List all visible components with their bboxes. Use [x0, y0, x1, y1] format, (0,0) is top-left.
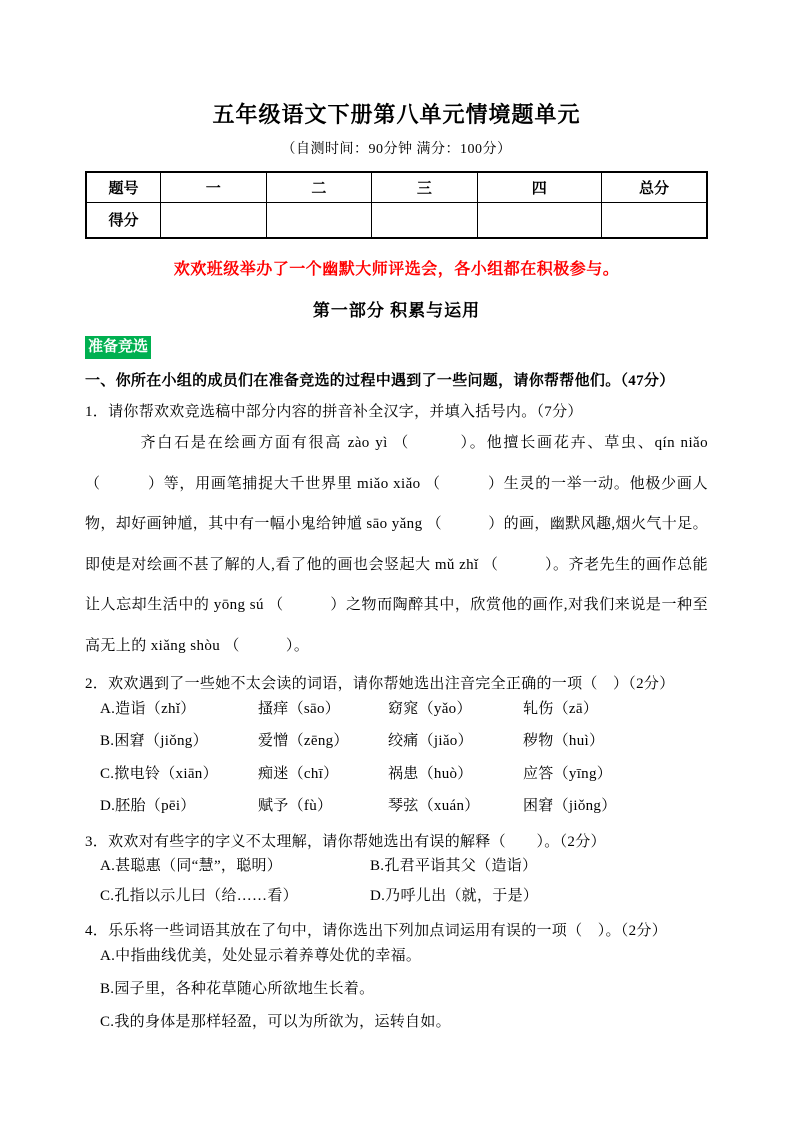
score-table-col-4: 四 [477, 172, 601, 202]
option-item: 祸患（huò） [388, 765, 473, 782]
option-item: 应答（yīng） [523, 765, 613, 782]
score-cell-empty [161, 202, 267, 238]
option-item: 窈窕（yǎo） [388, 701, 472, 717]
option-item: 爱憎（zēng） [258, 733, 349, 750]
q4-option-c: C.我的身体是那样轻盈，可以为所欲为，运转自如。 [100, 1014, 451, 1030]
q2-option-row-d [85, 790, 708, 822]
scenario-note: 欢欢班级举办了一个幽默大师评选会，各小组都在积极参与。 [173, 261, 620, 278]
badge-wrap [85, 336, 708, 359]
question-3-stem: 3．欢欢对有些字的字义不太理解，请你帮她选出有误的解释（ ）。（2分） [85, 834, 606, 850]
score-table-col-1: 一 [161, 172, 267, 202]
option-item: 绞痛（jiǎo） [388, 733, 473, 750]
q2-option-row-c [85, 758, 708, 790]
question-1-passage: 齐白石是在绘画方面有很高 zào yì （ ）。他擅长画花卉、草虫、qín niǎo （ ）等，用画笔捕捉大千世界里 miǎo xiǎo （ ）生灵的一举一动。他极少画人物，却好画钟馗，其中有一幅小鬼给钟馗 sāo yǎng （ ）的画，幽默风趣,烟火气十足。即使是对绘画不甚了解的人,看了他的画也会竖起大 mǔ zhǐ （ ）。齐老先生的画作总能让人忘却生活中的 yōng sú （ ）之物而陶醉其中，欣赏他的画作,对我们来说是一种至高无上的 xiǎng shòu （ ）。 [85, 435, 708, 654]
score-table-col-2: 二 [266, 172, 372, 202]
option-item: 秽物（huì） [523, 733, 605, 750]
score-row-label: 得分 [86, 202, 161, 238]
stage-badge: 准备竞选 [85, 336, 151, 359]
option-item: A.造诣（zhǐ） [100, 701, 196, 717]
option-item: C.孔指以示儿曰（给……看） [100, 888, 298, 904]
section-one-intro: 一、你所在小组的成员们在准备竞选的过程中遇到了一些问题，请你帮帮他们。（47分） [85, 373, 675, 389]
option-item: 困窘（jiǒng） [523, 797, 617, 814]
option-item: C.揿电铃（xiān） [100, 765, 218, 782]
option-item: A.甚聪惠（同“慧”，聪明） [100, 858, 283, 874]
q2-option-row-b [85, 725, 708, 757]
option-item: 赋予（fù） [258, 797, 333, 814]
score-cell-empty [601, 202, 707, 238]
page-title: 五年级语文下册第八单元情境题单元 [212, 102, 581, 127]
question-4-stem: 4．乐乐将一些词语其放在了句中，请你选出下列加点词运用有误的一项（ ）。（2分） [85, 923, 668, 939]
score-cell-empty [477, 202, 601, 238]
option-item: D.胚胎（pēi） [100, 797, 196, 814]
score-table-col-label: 题号 [86, 172, 161, 202]
exam-info: （自测时间：90分钟 满分：100分） [281, 142, 512, 157]
q2-option-row-a [85, 693, 708, 725]
score-table-header-row [86, 172, 707, 202]
question-2-stem: 2．欢欢遇到了一些她不太会读的词语，请你帮她选出注音完全正确的一项（ ）（2分） [85, 676, 675, 692]
option-item: 琴弦（xuán） [388, 797, 480, 814]
score-table-col-3: 三 [372, 172, 478, 202]
part1-heading: 第一部分 积累与运用 [312, 301, 481, 320]
option-item: 轧伤（zā） [523, 701, 599, 717]
q4-option-a: A.中指曲线优美，处处显示着养尊处优的幸福。 [100, 948, 422, 964]
question-1-stem: 1．请你帮欢欢竞选稿中部分内容的拼音补全汉字，并填入括号内。（7分） [85, 404, 583, 420]
option-item: 痴迷（chī） [258, 765, 339, 782]
option-item: B.困窘（jiǒng） [100, 733, 208, 750]
q3-option-row-ab [85, 851, 708, 881]
option-item: 搔痒（sāo） [258, 701, 341, 717]
option-item: B.孔君平诣其父（造诣） [370, 858, 538, 874]
q3-option-row-cd [85, 881, 708, 911]
q4-option-b: B.园子里，各种花草随心所欲地生长着。 [100, 981, 375, 997]
score-cell-empty [372, 202, 478, 238]
score-table-score-row [86, 202, 707, 238]
option-item: D.乃呼儿出（就，于是） [370, 888, 539, 904]
score-cell-empty [266, 202, 372, 238]
score-table-col-total: 总分 [601, 172, 707, 202]
score-table [85, 171, 708, 239]
